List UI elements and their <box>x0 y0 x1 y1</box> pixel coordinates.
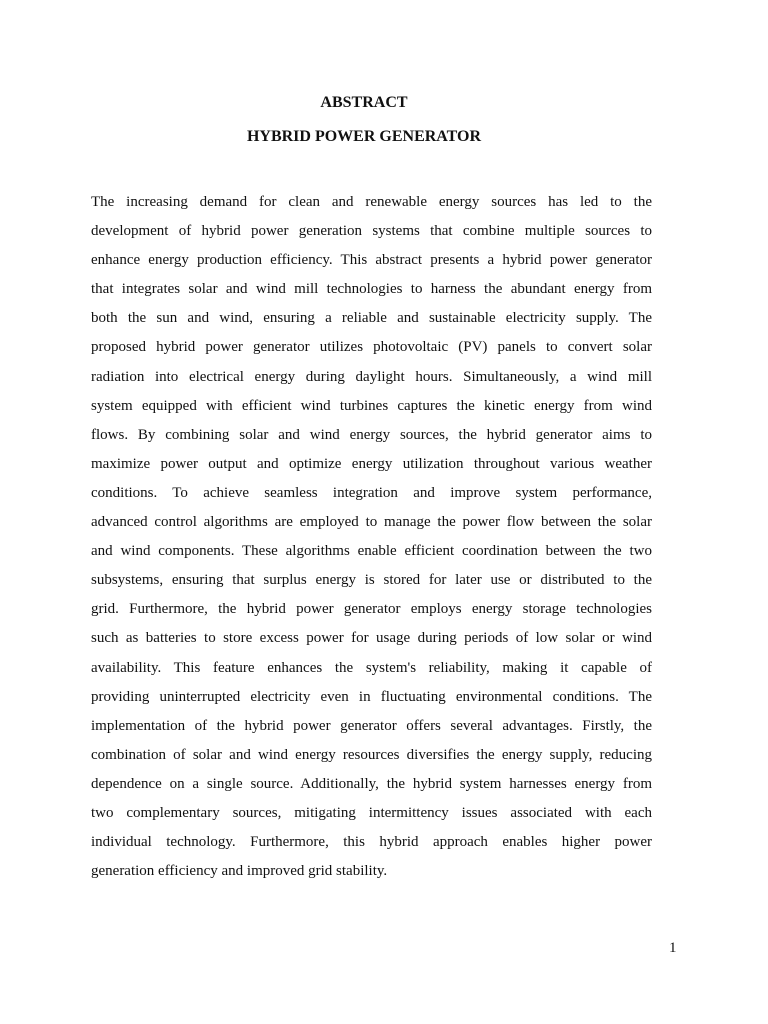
body-line: and wind components. These algorithms enable efficient coordination between the two <box>91 543 652 560</box>
body-line: generation efficiency and improved grid stability. <box>91 863 388 880</box>
abstract-heading: ABSTRACT <box>320 94 408 111</box>
body-line: providing uninterrupted electricity even in fluctuating environmental conditions. The <box>91 688 652 705</box>
body-line: implementation of the hybrid power generator offers several advantages. Firstly, the <box>91 717 652 734</box>
body-line: radiation into electrical energy during daylight hours. Simultaneously, a wind mill <box>91 368 652 385</box>
body-line: two complementary sources, mitigating intermittency issues associated with each <box>91 804 652 821</box>
body-line: development of hybrid power generation systems that combine multiple sources to <box>91 223 652 240</box>
body-line: such as batteries to store excess power for usage during periods of low solar or wind <box>91 630 652 647</box>
body-line: The increasing demand for clean and renewable energy sources has led to the <box>91 194 652 210</box>
body-line: subsystems, ensuring that surplus energy is stored for later use or distributed to the <box>91 572 652 589</box>
body-line: maximize power output and optimize energy utilization throughout various weather <box>91 455 652 472</box>
body-line: dependence on a single source. Additionally, the hybrid system harnesses energy from <box>91 775 652 792</box>
body-line: grid. Furthermore, the hybrid power generator employs energy storage technologies <box>91 601 652 618</box>
document-title: HYBRID POWER GENERATOR <box>246 128 482 145</box>
body-line: combination of solar and wind energy resources diversifies the energy supply, reducing <box>91 746 652 763</box>
body-line: flows. By combining solar and wind energy sources, the hybrid generator aims to <box>91 426 652 443</box>
body-line: enhance energy production efficiency. This abstract presents a hybrid power generator <box>91 252 652 269</box>
page-number: 1 <box>669 940 677 956</box>
body-line: that integrates solar and wind mill technologies to harness the abundant energy from <box>91 281 652 298</box>
body-line: individual technology. Furthermore, this hybrid approach enables higher power <box>91 834 652 851</box>
body-line: availability. This feature enhances the system's reliability, making it capable of <box>91 659 652 676</box>
body-line: system equipped with efficient wind turbines captures the kinetic energy from wind <box>91 397 652 414</box>
body-line: both the sun and wind, ensuring a reliable and sustainable electricity supply. The <box>91 310 652 327</box>
body-line: advanced control algorithms are employed to manage the power flow between the solar <box>91 514 652 531</box>
body-line: proposed hybrid power generator utilizes photovoltaic (PV) panels to convert solar <box>91 339 652 356</box>
abstract-body <box>91 191 652 889</box>
body-line: conditions. To achieve seamless integration and improve system performance, <box>91 484 652 501</box>
